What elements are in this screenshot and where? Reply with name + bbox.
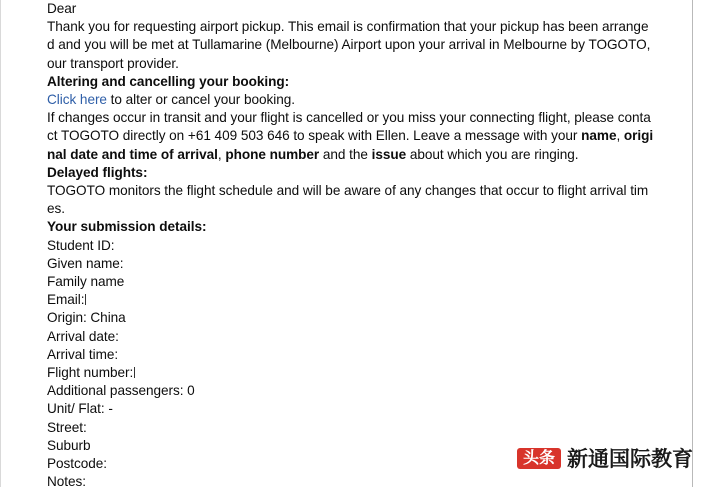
heading-submission-details: Your submission details: xyxy=(47,219,207,235)
watermark-badge: 头条 xyxy=(517,448,561,469)
intro-line-2: d and you will be met at Tullamarine (Melbourne) Airport upon your arrival in Melbourne by TOGOTO, xyxy=(47,37,651,53)
click-here-link[interactable]: Click here xyxy=(47,92,107,108)
emphasis-name: name xyxy=(581,128,617,144)
detail-email xyxy=(47,291,687,309)
detail-arrival-time: Arrival time: xyxy=(47,346,119,362)
changes-line-3 xyxy=(47,146,687,164)
emphasis-original-1: origi xyxy=(623,128,654,144)
right-page-edge-rule xyxy=(692,0,693,487)
detail-origin: Origin: China xyxy=(47,310,126,326)
detail-unit-flat: Unit/ Flat: - xyxy=(47,401,113,417)
detail-given-name: Given name: xyxy=(47,255,124,271)
detail-suburb: Suburb xyxy=(47,437,91,453)
detail-arrival-date: Arrival date: xyxy=(47,328,119,344)
detail-student-id: Student ID: xyxy=(47,237,115,253)
delayed-line-1: TOGOTO monitors the flight schedule and will be aware of any changes that occur to flight arrival tim xyxy=(47,183,649,199)
watermark-text: 新通国际教育 xyxy=(567,447,693,471)
detail-family-name: Family name xyxy=(47,274,125,290)
flight-number-redaction-mark xyxy=(134,367,135,378)
delayed-line-2: es. xyxy=(47,201,65,217)
detail-notes: Notes: xyxy=(47,474,86,487)
greeting-line: Dear xyxy=(47,1,77,16)
click-here-line xyxy=(47,91,687,109)
changes-line-2 xyxy=(47,127,687,145)
changes-comma-1: , xyxy=(616,128,624,144)
detail-street: Street: xyxy=(47,419,87,435)
emphasis-original-2: nal date and time of arrival xyxy=(47,146,218,162)
detail-flight-number-label: Flight number: xyxy=(47,365,134,381)
intro-line-3: our transport provider. xyxy=(47,55,179,71)
emphasis-phone-number: phone number xyxy=(225,146,320,162)
detail-postcode: Postcode: xyxy=(47,456,108,472)
detail-flight-number xyxy=(47,364,687,382)
left-margin-rule xyxy=(0,0,1,487)
emphasis-issue: issue xyxy=(371,146,407,162)
changes-line-1: If changes occur in transit and your flight is cancelled or you miss your connecting flight, please conta xyxy=(47,110,651,126)
changes-tail: about which you are ringing. xyxy=(406,146,579,162)
detail-email-label: Email: xyxy=(47,292,85,308)
document-body xyxy=(47,0,687,487)
heading-delayed-flights: Delayed flights: xyxy=(47,164,148,180)
intro-line-1: Thank you for requesting airport pickup. This email is confirmation that your pickup has been arrange xyxy=(47,19,649,35)
click-here-rest: to alter or cancel your booking. xyxy=(106,92,295,108)
changes-comma-2: , xyxy=(217,146,226,162)
heading-altering-cancelling: Altering and cancelling your booking: xyxy=(47,73,290,89)
watermark xyxy=(517,443,693,473)
changes-and-the: and the xyxy=(319,146,372,162)
email-redaction-mark xyxy=(85,294,86,305)
detail-additional-passengers: Additional passengers: 0 xyxy=(47,383,195,399)
changes-line-2-text: ct TOGOTO directly on +61 409 503 646 to speak with Ellen. Leave a message with your xyxy=(47,128,582,144)
